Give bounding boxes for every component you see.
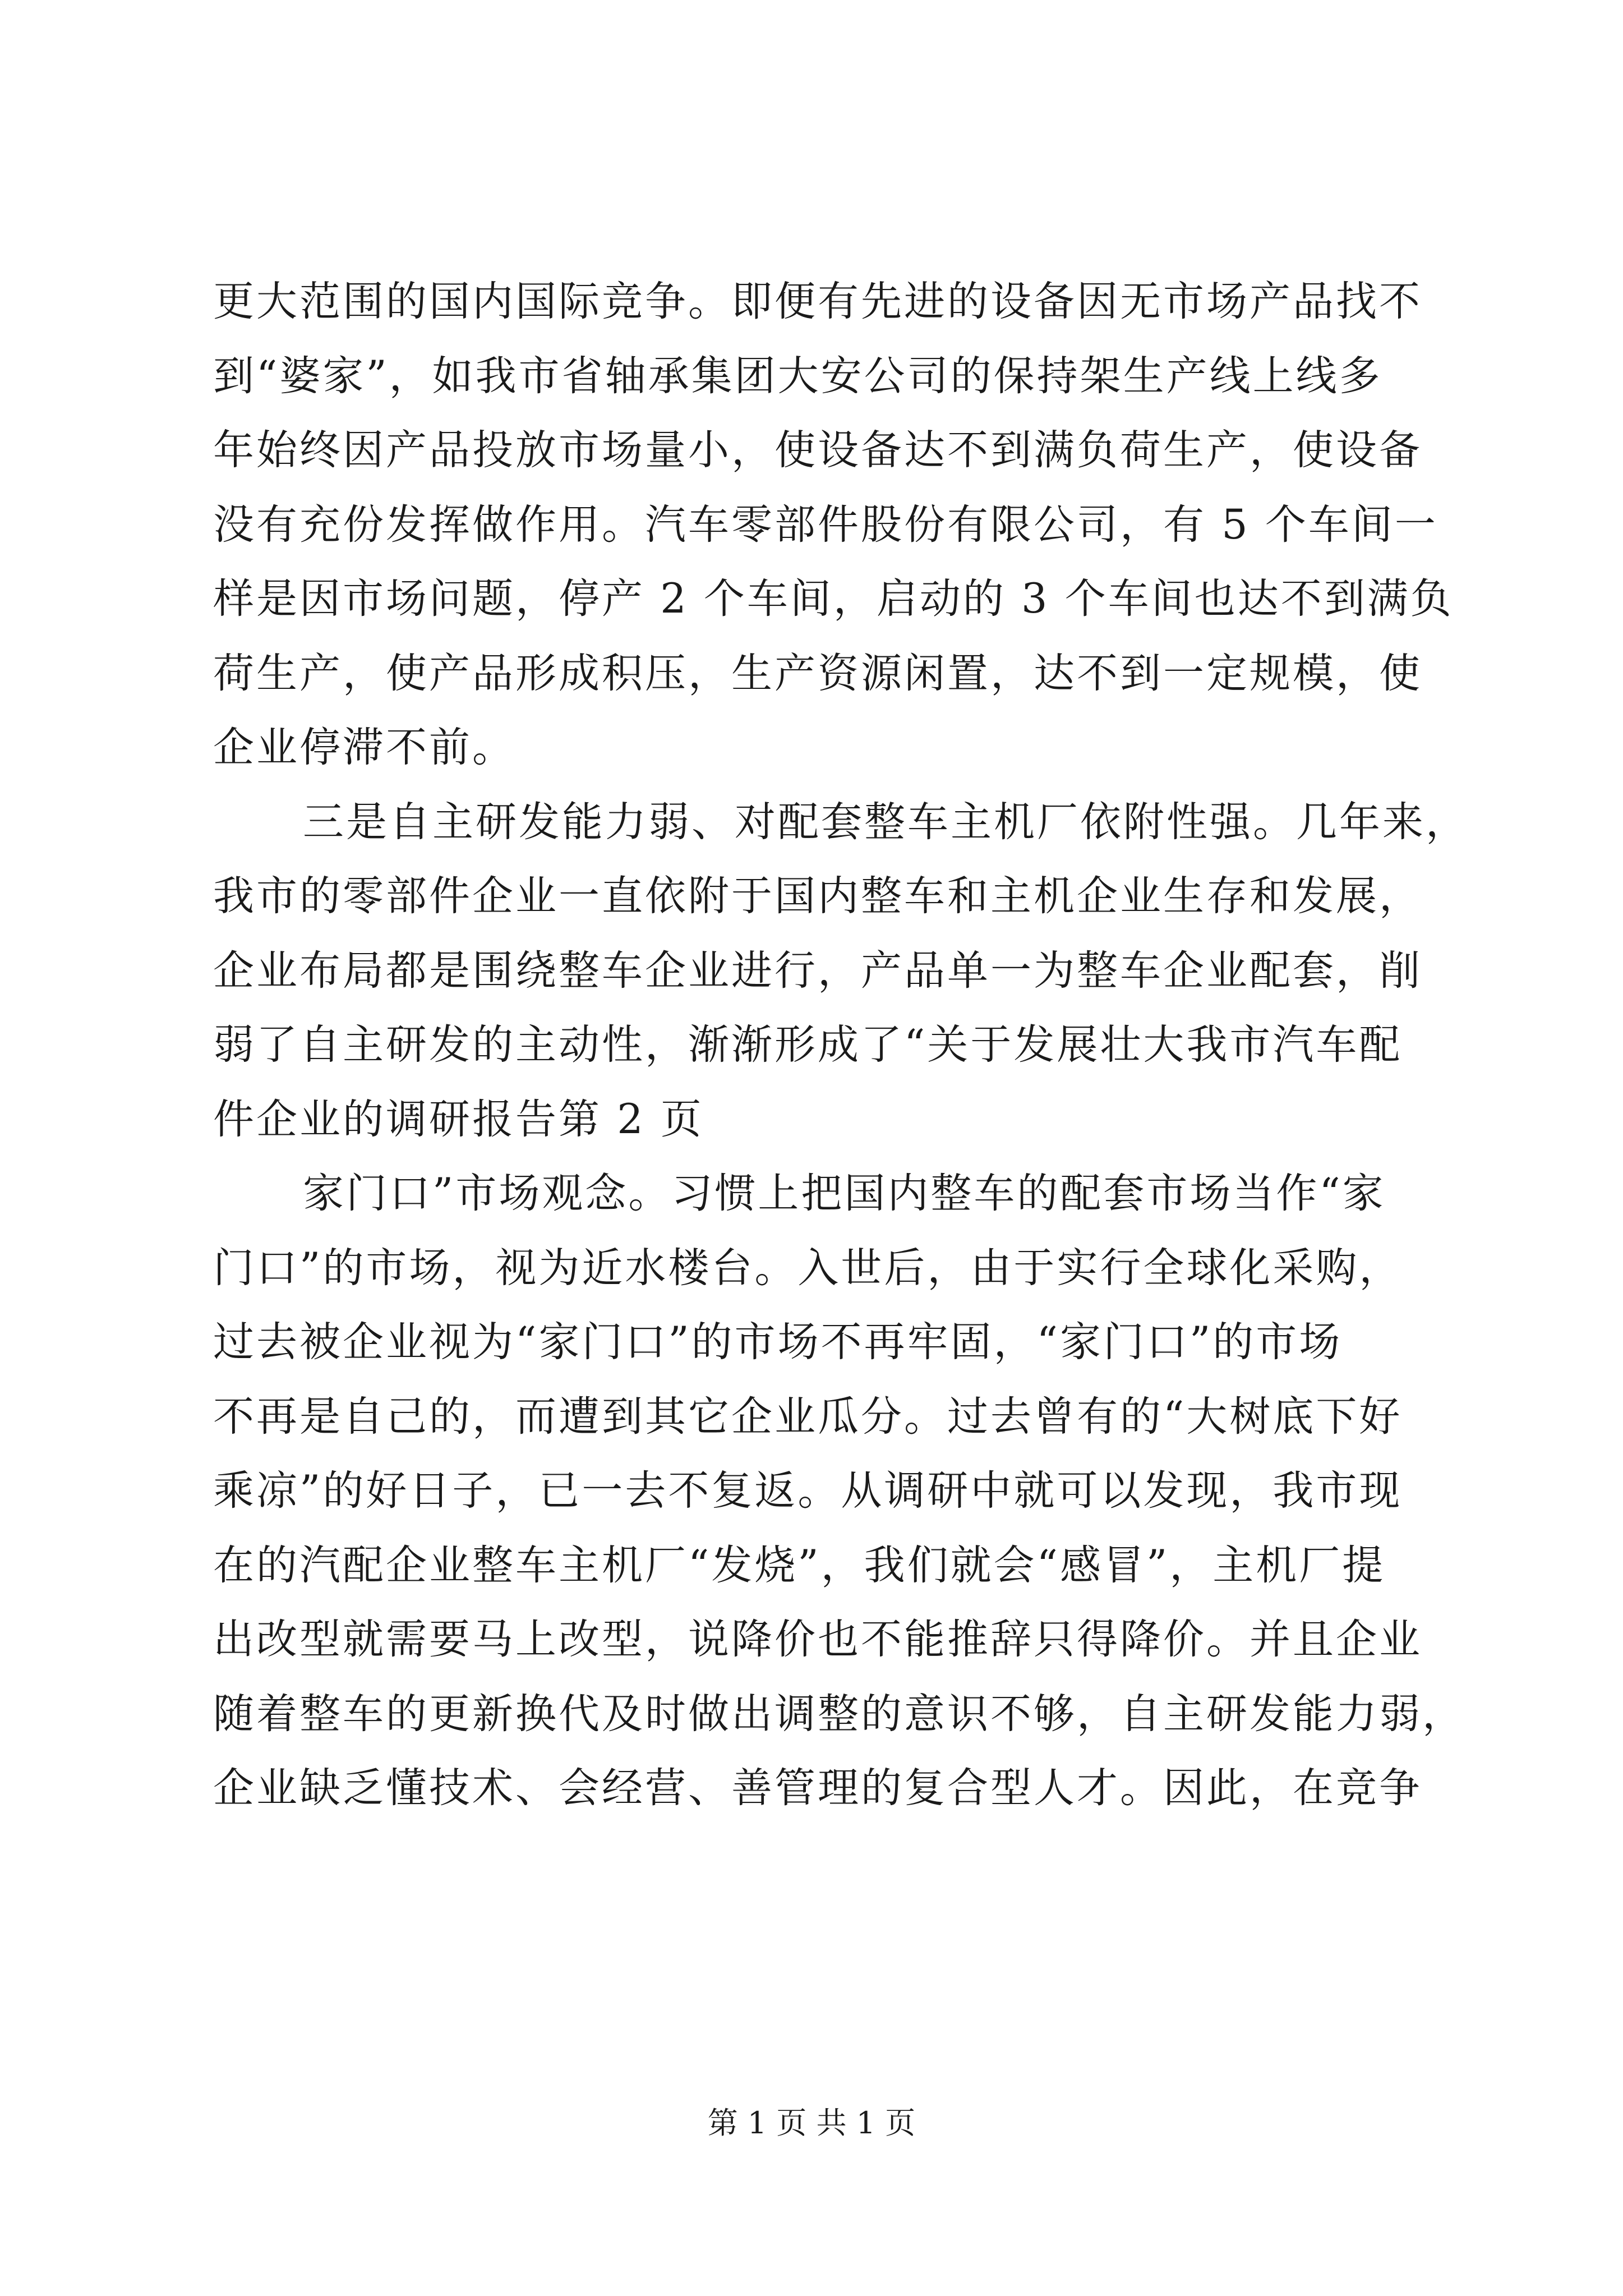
text-line: 随着整车的更新换代及时做出调整的意识不够，自主研发能力弱， [213,1690,1465,1738]
text-line: 三是自主研发能力弱、对配套整车主机厂依附性强。几年来， [303,798,1469,846]
text-line: 门口”的市场，视为近水楼台。入世后，由于实行全球化采购， [213,1244,1403,1292]
paragraph-3 [213,1157,1465,1826]
text-line: 荷生产，使产品形成积压，生产资源闲置，达不到一定规模，使 [213,649,1422,697]
text-line: 更大范围的国内国际竞争。即便有先进的设备因无市场产品找不 [213,278,1422,325]
text-line: 企业缺乏懂技术、会经营、善管理的复合型人才。因此，在竞争 [213,1764,1422,1812]
text-line: 企业停滞不前。 [213,724,515,771]
paragraph-1 [213,265,1454,785]
text-line: 家门口”市场观念。习惯上把国内整车的配套市场当作“家 [303,1170,1386,1217]
text-line: 样是因市场问题，停产 2 个车间，启动的 3 个车间也达不到满负 [213,575,1454,623]
paragraph-2 [213,785,1469,1157]
text-line: 我市的零部件企业一直依附于国内整车和主机企业生存和发展， [213,872,1422,920]
text-line: 在的汽配企业整车主机厂“发烧”，我们就会“感冒”，主机厂提 [213,1541,1386,1589]
text-line: 弱了自主研发的主动性，渐渐形成了“关于发展壮大我市汽车配 [213,1021,1403,1069]
text-line: 没有充份发挥做作用。汽车零部件股份有限公司，有 5 个车间一 [213,500,1438,549]
text-line: 不再是自己的，而遭到其它企业瓜分。过去曾有的“大树底下好 [213,1392,1403,1441]
text-line: 过去被企业视为“家门口”的市场不再牢固，“家门口”的市场 [213,1318,1343,1366]
document-body [213,265,1469,1826]
page-number-footer: 第 1 页 共 1 页 [707,2105,916,2141]
text-line: 企业布局都是围绕整车企业进行，产品单一为整车企业配套，削 [213,946,1422,995]
text-line: 年始终因产品投放市场量小，使设备达不到满负荷生产，使设备 [213,426,1422,474]
text-line: 到“婆家”，如我市省轴承集团大安公司的保持架生产线上线多 [213,352,1382,400]
text-line: 件企业的调研报告第 2 页 [213,1095,704,1143]
text-line: 乘凉”的好日子，已一去不复返。从调研中就可以发现，我市现 [213,1467,1403,1515]
text-line: 出改型就需要马上改型，说降价也不能推辞只得降价。并且企业 [213,1616,1422,1663]
